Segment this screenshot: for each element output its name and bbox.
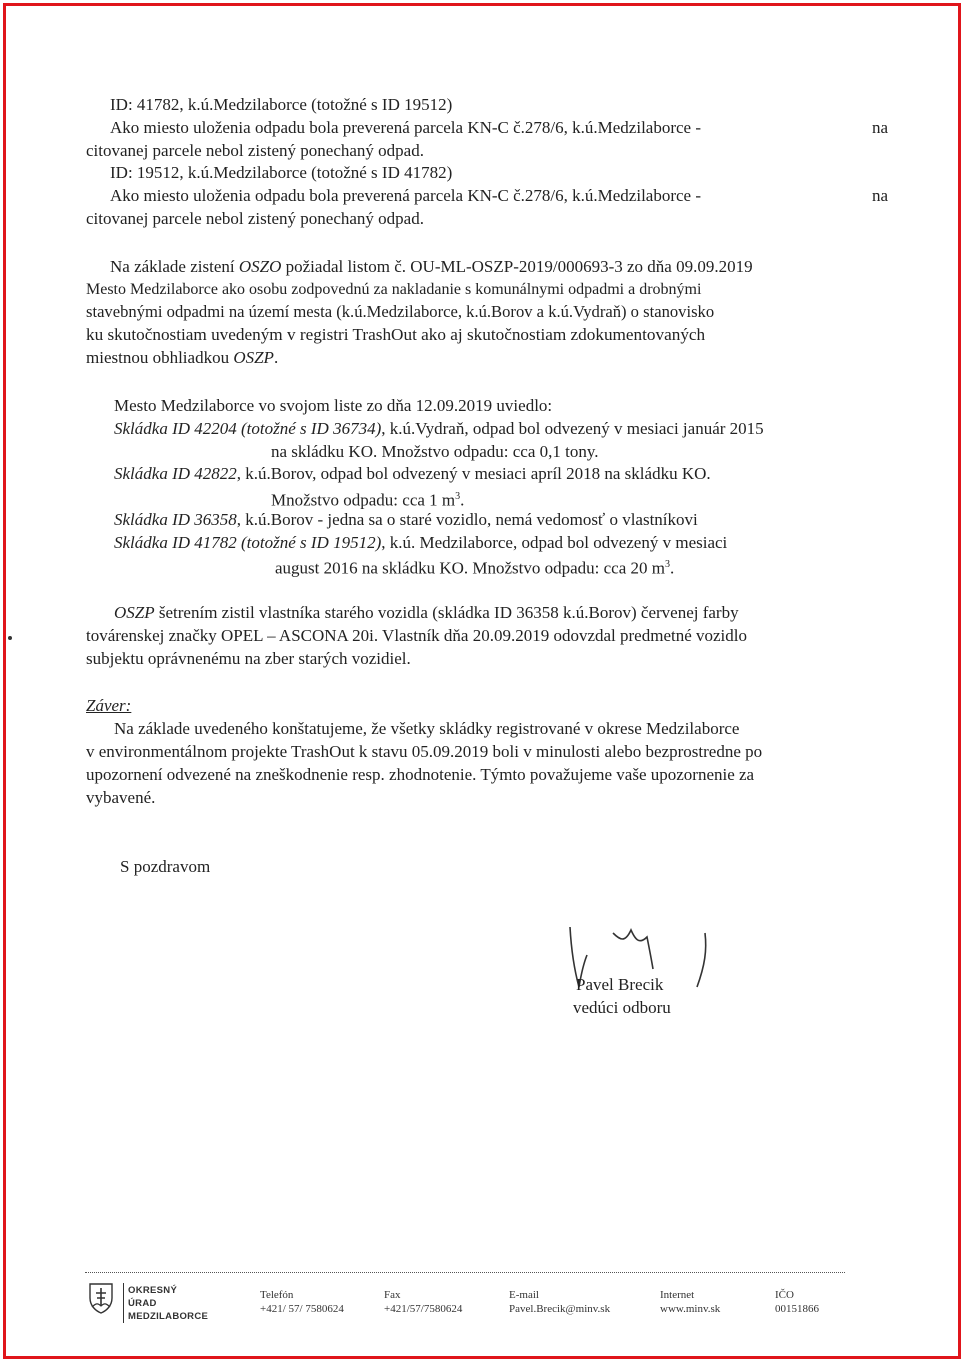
conclusion-line-2: v environmentálnom projekte TrashOut k stavu 05.09.2019 boli v minulosti alebo bezprostredne po <box>86 742 763 761</box>
coat-of-arms-icon <box>88 1282 114 1314</box>
conclusion-line-3: upozornení odvezené na zneškodnenie resp. zhodnotenie. Týmto považujeme vaše upozornenie za <box>86 765 755 784</box>
p3-item-4: Skládka ID 41782 (totožné s ID 19512), k.ú. Medzilaborce, odpad bol odvezený v mesiaci <box>114 533 728 552</box>
p3-item-2: Skládka ID 42822, k.ú.Borov, odpad bol odvezený v mesiaci apríl 2018 na skládku KO. <box>114 464 711 483</box>
p1-line-3: citovanej parcele nebol zistený ponechaný odpad. <box>86 141 424 160</box>
p1-line-5: Ako miesto uloženia odpadu bola preverená parcela KN-C č.278/6, k.ú.Medzilaborce - <box>110 186 702 205</box>
p2-line-2: Mesto Medzilaborce ako osobu zodpovednú za nakladanie s komunálnymi odpadmi a drobnými <box>86 281 702 298</box>
p1-line-6: citovanej parcele nebol zistený ponechaný odpad. <box>86 209 424 228</box>
p3-intro: Mesto Medzilaborce vo svojom liste zo dňa 12.09.2019 uviedlo: <box>114 396 553 415</box>
conclusion-heading: Záver: <box>86 696 132 715</box>
signatory-title: vedúci odboru <box>573 998 671 1017</box>
p4-line-3: subjektu oprávnenému na zber starých vozidiel. <box>86 649 411 668</box>
p2-line-3: stavebnými odpadmi na území mesta (k.ú.Medzilaborce, k.ú.Borov a k.ú.Vydraň) o stanovisko <box>86 302 715 321</box>
p2-line-4: ku skutočnostiam uvedeným v registri TrashOut ako aj skutočnostiam zdokumentovaných <box>86 325 706 344</box>
p3-item-1: Skládka ID 42204 (totožné s ID 36734), k.ú.Vydraň, odpad bol odvezený v mesiaci január 2015 <box>114 419 764 438</box>
p1-line-4: ID: 19512, k.ú.Medzilaborce (totožné s ID 41782) <box>110 163 453 182</box>
p1-line-5-end: na <box>872 186 889 205</box>
conclusion-line-1: Na základe uvedeného konštatujeme, že všetky skládky registrované v okrese Medzilaborce <box>114 719 740 738</box>
p1-line-1: ID: 41782, k.ú.Medzilaborce (totožné s ID 19512) <box>110 95 453 114</box>
footer-fax: Fax +421/57/7580624 <box>384 1289 463 1315</box>
p3-item-3: Skládka ID 36358, k.ú.Borov - jedna sa o staré vozidlo, nemá vedomosť o vlastníkovi <box>114 510 698 529</box>
footer-divider <box>85 1272 845 1273</box>
p4-line-1: OSZP šetrením zistil vlastníka starého vozidla (skládka ID 36358 k.ú.Borov) červenej farby <box>114 603 739 622</box>
p3-item-1-cont: na skládku KO. Množstvo odpadu: cca 0,1 tony. <box>271 442 599 461</box>
footer-phone: Telefón +421/ 57/ 7580624 <box>260 1289 344 1315</box>
signatory-name: Pavel Brecik <box>576 975 664 994</box>
conclusion-line-4: vybavené. <box>86 788 156 807</box>
p3-item-4-cont: august 2016 na skládku KO. Množstvo odpadu: cca 20 $m^3$. <box>275 558 675 578</box>
footer-internet: Internet www.minv.sk <box>660 1289 721 1315</box>
closing: S pozdravom <box>120 857 211 876</box>
footer-email: E-mail Pavel.Brecik@minv.sk <box>509 1289 611 1315</box>
p2-line-1: Na základe zistení OSZO požiadal listom č. OU-ML-OSZP-2019/000693-3 zo dňa 09.09.2019 <box>110 257 753 276</box>
office-divider <box>123 1283 124 1323</box>
p4-line-2: továrenskej značky OPEL – ASCONA 20i. Vlastník dňa 20.09.2019 odovzdal predmetné vozidlo <box>86 626 748 645</box>
office-name: OKRESNÝ ÚRAD MEDZILABORCE <box>128 1285 209 1322</box>
p1-line-2: Ako miesto uloženia odpadu bola preverená parcela KN-C č.278/6, k.ú.Medzilaborce - <box>110 118 702 137</box>
p3-item-2-cont: Množstvo odpadu: cca 1 $m^3$. <box>271 490 465 510</box>
p2-line-5: miestnou obhliadkou OSZP. <box>86 348 279 367</box>
scan-speck <box>8 636 12 640</box>
footer-ico: IČO 00151866 <box>775 1289 819 1315</box>
p1-line-2-end: na <box>872 118 889 137</box>
